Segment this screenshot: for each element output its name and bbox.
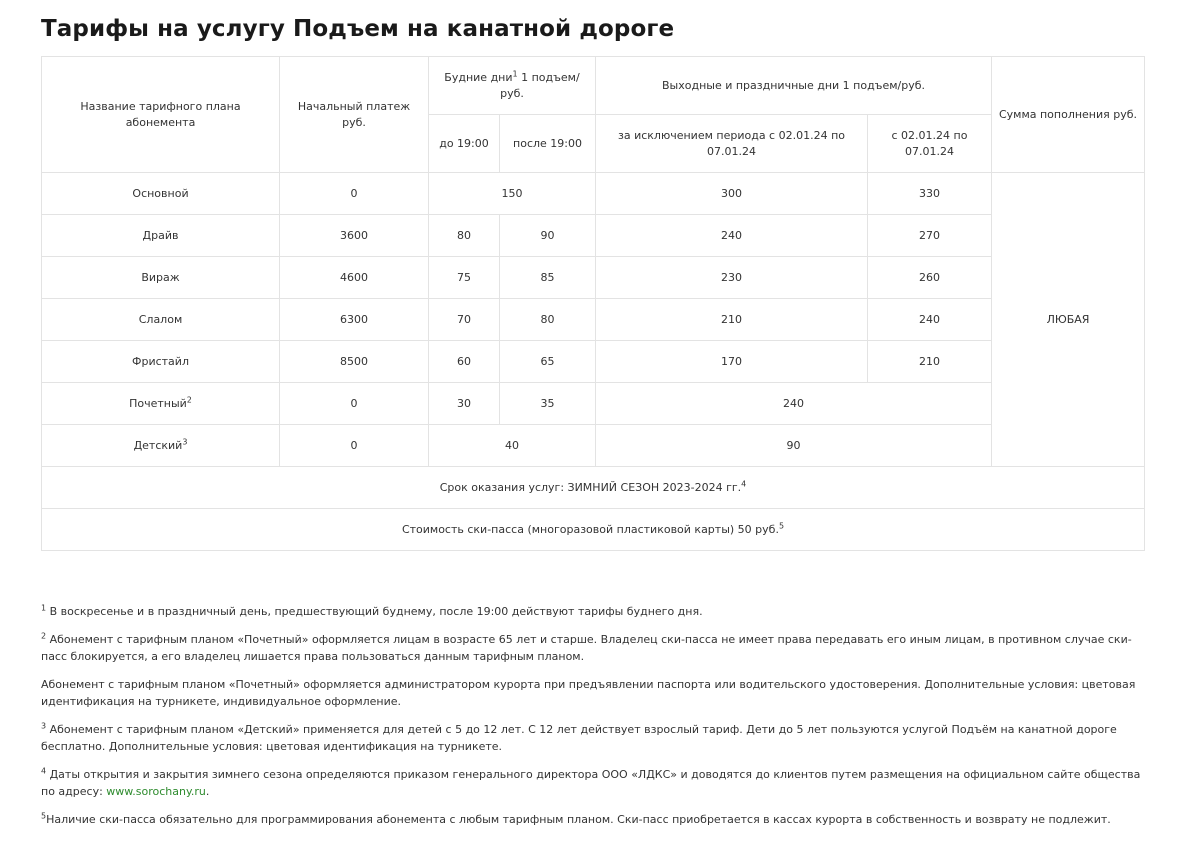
footnote-ref: 1: [512, 68, 518, 78]
holiday-price: 330: [868, 173, 992, 215]
footnote-5: $^5$Наличие ски-пасса обязательно для программирования абонемента с любым тарифным планом. Ски-пасс приобретается в кассах курорта в собственность и возврату не подлежит.: [41, 811, 1111, 826]
header-weekdays-suffix: 1 подъем/ руб.: [500, 70, 580, 100]
footnote-2-extra: Абонемент с тарифным планом «Почетный» оформляется администратором курорта при предъявлении паспорта или водительского удостоверения. Дополнительные условия: цветовая идентификация на турникете, индивидуальное оформление.: [41, 678, 1136, 708]
weekend-price: 240: [596, 383, 992, 425]
weekend-price: 90: [596, 425, 992, 467]
plan-name: Вираж: [42, 257, 280, 299]
topup-value: ЛЮБАЯ: [992, 173, 1145, 467]
initial-payment: 0: [280, 173, 429, 215]
plan-name: Фристайл: [42, 341, 280, 383]
header-weekend: Выходные и праздничные дни 1 подъем/руб.: [596, 57, 992, 115]
holiday-price: 240: [868, 299, 992, 341]
table-row: [42, 173, 1145, 215]
header-before-19: до 19:00: [429, 115, 500, 173]
holiday-price: 210: [868, 341, 992, 383]
price-after-19: 80: [500, 299, 596, 341]
weekend-price: 230: [596, 257, 868, 299]
holiday-price: 270: [868, 215, 992, 257]
site-link[interactable]: www.sorochany.ru: [106, 785, 206, 798]
price-before-19: 70: [429, 299, 500, 341]
weekday-price: 40: [429, 425, 596, 467]
price-after-19: 90: [500, 215, 596, 257]
tariff-table: [41, 56, 1145, 551]
header-after-19: после 19:00: [500, 115, 596, 173]
weekend-price: 170: [596, 341, 868, 383]
header-topup: Сумма пополнения руб.: [992, 57, 1145, 173]
table-row: [42, 509, 1145, 551]
price-before-19: 30: [429, 383, 500, 425]
table-row: [42, 341, 1145, 383]
price-before-19: 75: [429, 257, 500, 299]
initial-payment: 8500: [280, 341, 429, 383]
plan-name: Почетный$^2$: [42, 383, 280, 425]
table-row: [42, 383, 1145, 425]
initial-payment: 3600: [280, 215, 429, 257]
plan-name: Детский$^3$: [42, 425, 280, 467]
initial-payment: 0: [280, 383, 429, 425]
footnote-2: $^2$ Абонемент с тарифным планом «Почетный» оформляется лицам в возрасте 65 лет и старше. Владелец ски-пасса не имеет права передавать его иным лицам, в противном случае ски-пасс блокируется, а его владелец лишается права пользоваться данным тарифным планом.: [41, 631, 1132, 663]
footnote-4: $^4$ Даты открытия и закрытия зимнего сезона определяются приказом генерального директора ООО «ЛДКС» и доводятся до клиентов путем размещения на официальном сайте общества по адресу: www.sorochany.ru.: [41, 766, 1141, 798]
price-after-19: 65: [500, 341, 596, 383]
plan-name: Слалом: [42, 299, 280, 341]
footnote-3: $^3$ Абонемент с тарифным планом «Детский» применяется для детей с 5 до 12 лет. С 12 лет действует взрослый тариф. Дети до 5 лет пользуются услугой Подъём на канатной дороге бесплатно. Дополнительные условия: цветовая идентификация на турникете.: [41, 721, 1117, 753]
service-period: Срок оказания услуг: ЗИМНИЙ СЕЗОН 2023-2024 гг.$^4$: [42, 467, 1145, 509]
plan-name: Основной: [42, 173, 280, 215]
table-row: [42, 467, 1145, 509]
price-after-19: 35: [500, 383, 596, 425]
price-before-19: 60: [429, 341, 500, 383]
initial-payment: 4600: [280, 257, 429, 299]
plan-name: Драйв: [42, 215, 280, 257]
price-after-19: 85: [500, 257, 596, 299]
header-period: с 02.01.24 по 07.01.24: [868, 115, 992, 173]
initial-payment: 0: [280, 425, 429, 467]
table-row: [42, 215, 1145, 257]
header-except-period: за исключением периода с 02.01.24 по 07.01.24: [596, 115, 868, 173]
footnotes: [41, 603, 1151, 839]
table-row: [42, 299, 1145, 341]
weekday-price: 150: [429, 173, 596, 215]
header-initial-payment: Начальный платеж руб.: [280, 57, 429, 173]
table-row: [42, 425, 1145, 467]
header-weekdays-label: Будние дни: [444, 70, 513, 84]
page-title: Тарифы на услугу Подъем на канатной дороге: [41, 16, 675, 42]
weekend-price: 240: [596, 215, 868, 257]
initial-payment: 6300: [280, 299, 429, 341]
weekend-price: 210: [596, 299, 868, 341]
table-header-row: [42, 57, 1145, 115]
skipass-cost: Стоимость ски-пасса (многоразовой пластиковой карты) 50 руб.$^5$: [42, 509, 1145, 551]
price-before-19: 80: [429, 215, 500, 257]
holiday-price: 260: [868, 257, 992, 299]
table-row: [42, 257, 1145, 299]
header-plan-name: Название тарифного плана абонемента: [42, 57, 280, 173]
footnote-1: $^1$ В воскресенье и в праздничный день, предшествующий буднему, после 19:00 действуют тарифы буднего дня.: [41, 603, 703, 618]
header-weekdays: [429, 57, 596, 115]
weekend-price: 300: [596, 173, 868, 215]
